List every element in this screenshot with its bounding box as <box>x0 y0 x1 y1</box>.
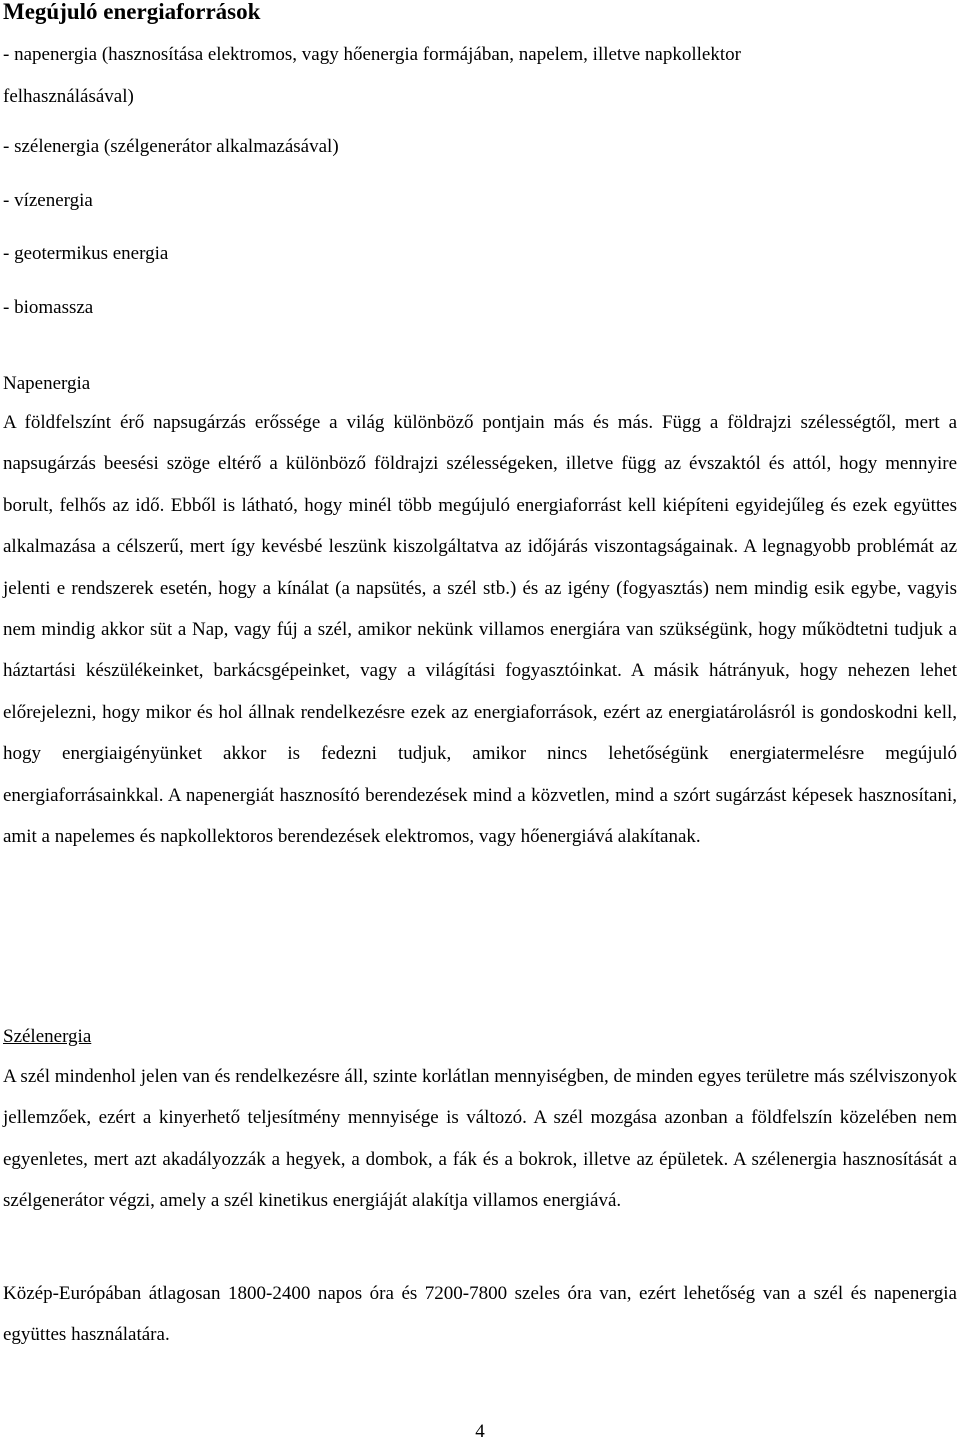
list-item-biomass: - biomassza <box>3 297 94 318</box>
paragraph-szelenergia-1: A szél mindenhol jelen van és rendelkezésre áll, szinte korlátlan mennyiségben, de minden egyes területre más szélviszonyok jellemzőek, ezért a kinyerhető teljesítmény mennyisége is változó. A szél mozgása azonban a földfelszín közelében nem egyenletes, mert azt akadályozzák a hegyek, a dombok, a fák és a bokrok, illetve az épületek. A szélenergia hasznosítását a szélgenerátor végzi, amely a szél kinetikus energiáját alakítja villamos energiává. <box>3 1066 957 1212</box>
list-item-geothermal: - geotermikus energia <box>3 243 169 264</box>
paragraph-napenergia: A földfelszínt érő napsugárzás erőssége a világ különböző pontjain más és más. Függ a földrajzi szélességtől, mert a napsugárzás beesési szöge eltérő a különböző földrajzi szélességeken, illetve függ az évszaktól és attól, hogy mennyire borult, felhős az idő. Ebből is látható, hogy minél több megújuló energiaforrást kell kiépíteni egyidejűleg és ezek együttes alkalmazása a célszerű, mert így kevésbé leszünk kiszolgáltatva az időjárás viszontagságainak. A legnagyobb problémát az jelenti e rendszerek esetén, hogy a kínálat (a napsütés, a szél stb.) és az igény (fogyasztás) nem mindig esik egybe, vagyis nem mindig akkor süt a Nap, vagy fúj a szél, amikor nekünk villamos energiára van szükségünk, hogy működtetni tudjuk a háztartási készülékeinket, barkácsgépeinket, vagy a világítási fogyasztóinkat. A másik hátrányuk, hogy nehezen lehet előrejelezni, hogy mikor és hol állnak rendelkezésre ezek az energiaforrások, ezért az energiatárolásról is gondoskodni kell, hogy energiaigényünket akkor is fedezni tudjuk, amikor nincs lehetőségünk energiatermelésre megújuló energiaforrásainkkal. A napenergiát hasznosító berendezések mind a közvetlen, mind a szórt sugárzást képesek hasznosítani, amit a napelemes és napkollektoros berendezések elektromos, vagy hőenergiává alakítanak. <box>3 412 957 848</box>
paragraph-szelenergia-2: Közép-Európában átlagosan 1800-2400 napos óra és 7200-7800 szeles óra van, ezért lehetőség van a szél és napenergia együttes használatára. <box>3 1283 957 1346</box>
document-title: Megújuló energiaforrások <box>3 0 261 24</box>
page-number: 4 <box>475 1421 485 1442</box>
list-item-wind: - szélenergia (szélgenerátor alkalmazásával) <box>3 136 339 157</box>
section-heading-szelenergia: Szélenergia <box>3 1026 92 1047</box>
list-item-solar-continued: felhasználásával) <box>3 86 134 107</box>
list-item-hydro: - vízenergia <box>3 190 93 211</box>
section-heading-napenergia: Napenergia <box>3 373 91 394</box>
list-item-solar: - napenergia (hasznosítása elektromos, vagy hőenergia formájában, napelem, illetve napkollektor <box>3 44 741 65</box>
